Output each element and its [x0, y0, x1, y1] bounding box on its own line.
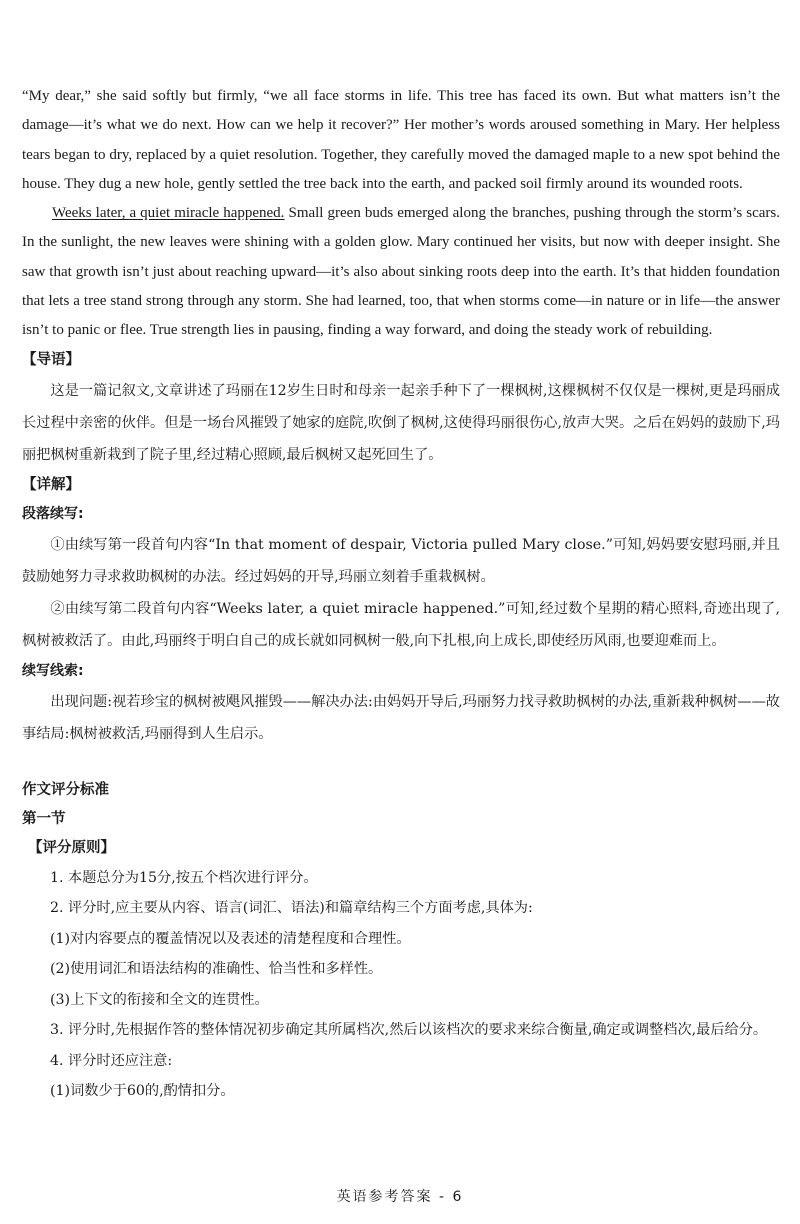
rubric-item-3: 3. 评分时,先根据作答的整体情况初步确定其所属档次,然后以该档次的要求来综合衡量,确定或调整档次,最后给分。: [50, 1022, 768, 1039]
continuation-item-2: ②由续写第二段首句内容“Weeks later, a quiet miracle happened.”可知,经过数个星期的精心照料,奇迹出现了,枫树被救活了。由此,玛丽终于明白自己的成长就如同枫树一般,向下扎根,向上成长,即使经历风雨,也要迎难而上。: [22, 600, 780, 649]
continuation-subheading: 段落续写:: [22, 505, 84, 522]
rubric-item: (2)使用词汇和语法结构的准确性、恰当性和多样性。: [50, 961, 383, 978]
rubric-item: (3)上下文的衔接和全文的连贯性。: [50, 991, 269, 1008]
guide-heading: 【导语】: [22, 351, 80, 368]
story-paragraph-1: “My dear,” she said softly but firmly, “we all face storms in life. This tree has faced its own. But what matters isn’t the damage—it’s what we do next. How can we help it recover?” Her mother’s words aroused something in Mary. Her helpless tears began to dry, replaced by a quiet resolution. Together, they carefully moved the damaged maple to a new spot behind the house. They dug a new hole, gently settled the tree back into the earth, and packed soil firmly around its wounded roots.: [22, 88, 780, 192]
answer-page: [22, 82, 780, 1107]
principles-heading: 【评分原则】: [28, 839, 115, 856]
rubric-item-4: 4. 评分时还应注意:: [50, 1052, 173, 1069]
page-footer: 英语参考答案 - 6: [336, 1189, 464, 1205]
rubric-item: 2. 评分时,应主要从内容、语言(词汇、语法)和篇章结构三个方面考虑,具体为:: [50, 900, 533, 917]
detail-heading: 【详解】: [22, 476, 80, 493]
rubric-item: 1. 本题总分为15分,按五个档次进行评分。: [50, 869, 318, 886]
rubric-section: 第一节: [22, 810, 66, 827]
underlined-opening-sentence: Weeks later, a quiet miracle happened.: [52, 205, 285, 222]
story-paragraph-2: [22, 199, 780, 345]
continuation-item-1: ①由续写第一段首句内容“In that moment of despair, Victoria pulled Mary close.”可知,妈妈要安慰玛丽,并且鼓励她努力寻求救助枫树的办法。经过妈妈的开导,玛丽立刻着手重栽枫树。: [22, 536, 780, 585]
clues-text: 出现问题:视若珍宝的枫树被飓风摧毁——解决办法:由妈妈开导后,玛丽努力找寻救助枫树的办法,重新栽种枫树——故事结局:枫树被救活,玛丽得到人生启示。: [22, 693, 780, 742]
rubric-item-4-1: (1)词数少于60的,酌情扣分。: [50, 1083, 235, 1100]
section-gap: [22, 750, 780, 776]
rubric-title: 作文评分标准: [22, 781, 109, 798]
story-paragraph-2-body: Small green buds emerged along the branches, pushing through the storm’s scars. In the sunlight, the new leaves were shining with a golden glow. Mary continued her visits, but now with deeper insight. She saw that growth isn’t just about reaching upward—it’s also about sinking roots deep into the earth. It’s that hidden foundation that lets a tree stand strong through any storm. She had learned, too, that when storms come—in nature or in life—the answer isn’t to panic or flee. True strength lies in pausing, finding a way forward, and doing the steady work of rebuilding.: [22, 205, 781, 339]
guide-text: 这是一篇记叙文,文章讲述了玛丽在12岁生日时和母亲一起亲手种下了一棵枫树,这棵枫树不仅仅是一棵树,更是玛丽成长过程中亲密的伙伴。但是一场台风摧毁了她家的庭院,吹倒了枫树,这使得玛丽很伤心,放声大哭。之后在妈妈的鼓励下,玛丽把枫树重新栽到了院子里,经过精心照顾,最后枫树又起死回生了。: [22, 382, 780, 463]
clues-subheading: 续写线索:: [22, 662, 84, 679]
rubric-item: (1)对内容要点的覆盖情况以及表述的清楚程度和合理性。: [50, 930, 411, 947]
